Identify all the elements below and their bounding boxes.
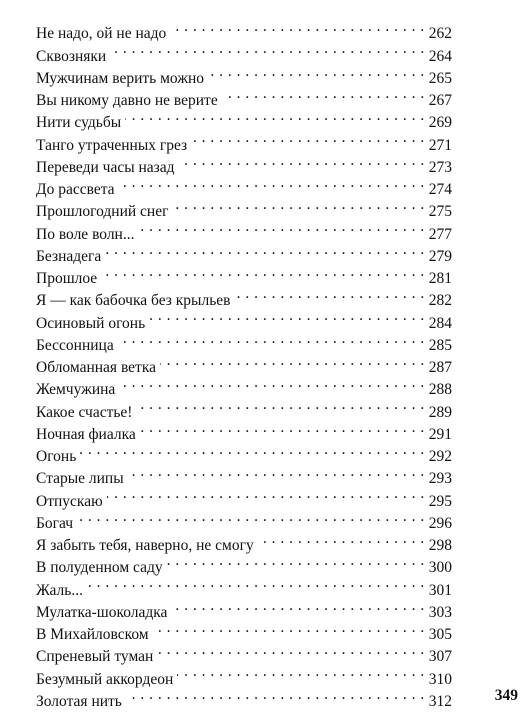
toc-dot-leader xyxy=(105,239,424,261)
toc-entry-page: 312 xyxy=(428,692,452,710)
toc-dot-leader xyxy=(77,506,425,528)
toc-entry-page: 298 xyxy=(428,537,452,554)
toc-entry-title: Безнадега xyxy=(36,247,102,265)
toc-entry-title: Вы никому давно не верите xyxy=(36,92,218,109)
toc-entry-title: Прошлое xyxy=(36,270,98,287)
toc-entry-title: Обломанная ветка xyxy=(36,359,156,376)
toc-entry-title: До рассвета xyxy=(36,181,115,198)
toc-dot-leader xyxy=(179,150,425,172)
toc-entry-page: 296 xyxy=(428,514,452,532)
toc-entry-page: 281 xyxy=(428,270,452,287)
toc-entry-title: Я — как бабочка без крыльев xyxy=(36,292,231,310)
toc-entry-page: 282 xyxy=(428,292,452,310)
toc-entry-page: 271 xyxy=(428,136,452,154)
toc-entry xyxy=(36,16,452,43)
toc-dot-leader xyxy=(234,283,424,305)
toc-dot-leader xyxy=(87,572,425,594)
toc-entry-page: 287 xyxy=(428,359,452,376)
toc-entry-page: 310 xyxy=(428,670,452,688)
toc-entry-title: Бессонница xyxy=(36,336,114,354)
toc-dot-leader xyxy=(140,417,425,439)
toc-entry xyxy=(36,528,452,554)
toc-entry-title: Огонь xyxy=(36,448,77,465)
toc-entry-page: 300 xyxy=(428,559,452,577)
toc-entry xyxy=(36,506,452,532)
toc-entry-title: Золотая нить xyxy=(36,692,122,710)
toc-entry-page: 279 xyxy=(428,247,452,265)
toc-entry-title: Ночная фиалка xyxy=(36,425,136,443)
toc-dot-leader xyxy=(172,194,424,216)
toc-entry-title: Старые липы xyxy=(36,470,124,488)
toc-entry-page: 269 xyxy=(428,114,452,132)
toc-entry-title: Сквозняки xyxy=(36,47,107,65)
toc-dot-leader xyxy=(222,83,425,105)
toc-entry-page: 262 xyxy=(428,25,452,43)
toc-entry-page: 291 xyxy=(428,425,452,443)
toc-entry xyxy=(36,439,452,465)
toc-dot-leader xyxy=(136,394,424,416)
toc-entry-title: Осиновый огонь xyxy=(36,314,146,332)
toc-dot-leader xyxy=(107,483,425,505)
toc-entry-page: 264 xyxy=(428,47,452,65)
toc-dot-leader xyxy=(149,305,425,327)
toc-entry-title: По воле волн... xyxy=(36,225,135,243)
toc-entry-page: 292 xyxy=(428,448,452,465)
toc-entry-title: Нити судьбы xyxy=(36,114,122,132)
toc-entry-page: 284 xyxy=(428,314,452,332)
toc-dot-leader xyxy=(128,461,425,483)
toc-dot-leader xyxy=(160,350,425,372)
toc-dot-leader xyxy=(208,61,425,83)
toc-dot-leader xyxy=(167,550,425,572)
toc-dot-leader xyxy=(177,661,424,683)
toc-dot-leader xyxy=(126,684,425,706)
toc-entry-title: Прошлогодний снег xyxy=(36,203,169,221)
toc-dot-leader xyxy=(80,439,424,461)
toc-entry-page: 293 xyxy=(428,470,452,488)
toc-entry-title: Богач xyxy=(36,514,74,532)
toc-entry-title: Я забыть тебя, наверно, не смогу xyxy=(36,537,254,554)
table-of-contents xyxy=(36,16,452,710)
toc-entry-page: 285 xyxy=(428,336,452,354)
toc-entry xyxy=(36,595,452,621)
toc-entry-title: Переведи часы назад xyxy=(36,158,175,176)
toc-entry-page: 303 xyxy=(428,603,452,621)
toc-entry-title: В Михайловском xyxy=(36,626,149,643)
toc-entry-page: 274 xyxy=(428,181,452,198)
toc-entry-title: Спреневый туман xyxy=(36,648,154,666)
toc-entry-title: Мулатка-шоколадка xyxy=(36,603,168,621)
page-number: 349 xyxy=(494,687,518,704)
toc-entry-page: 307 xyxy=(428,648,452,666)
toc-entry-page: 295 xyxy=(428,492,452,510)
toc-entry-page: 288 xyxy=(428,381,452,399)
toc-dot-leader xyxy=(119,172,425,194)
toc-entry xyxy=(36,572,452,599)
toc-dot-leader xyxy=(110,38,425,60)
toc-dot-leader xyxy=(157,639,424,661)
toc-entry xyxy=(36,461,452,488)
toc-entry-page: 265 xyxy=(428,69,452,87)
toc-entry-page: 267 xyxy=(428,92,452,109)
toc-dot-leader xyxy=(138,216,424,238)
toc-entry-title: Жаль... xyxy=(36,581,83,599)
toc-entry-title: Танго утраченных грез xyxy=(36,136,188,154)
toc-dot-leader xyxy=(118,328,425,350)
toc-entry-title: В полуденном саду xyxy=(36,559,163,577)
toc-dot-leader xyxy=(191,127,425,149)
toc-entry-page: 305 xyxy=(428,626,452,643)
toc-entry-title: Жемчужина xyxy=(36,381,116,399)
toc-entry-page: 273 xyxy=(428,158,452,176)
toc-entry-page: 277 xyxy=(428,225,452,243)
toc-entry-title: Мужчинам верить можно xyxy=(36,69,205,87)
toc-dot-leader xyxy=(101,261,425,283)
toc-dot-leader xyxy=(258,528,425,550)
toc-entry-title: Отпускаю xyxy=(36,492,103,510)
toc-dot-leader xyxy=(125,105,425,127)
toc-dot-leader xyxy=(119,372,424,394)
toc-entry-page: 289 xyxy=(428,403,452,421)
toc-entry-title: Не надо, ой не надо xyxy=(36,25,167,43)
toc-entry-page: 275 xyxy=(428,203,452,221)
toc-entry-title: Какое счастье! xyxy=(36,403,133,421)
toc-dot-leader xyxy=(153,617,425,639)
toc-entry-page: 301 xyxy=(428,581,452,599)
toc-dot-leader xyxy=(171,595,424,617)
toc-dot-leader xyxy=(170,16,424,38)
toc-entry-title: Безумный аккордеон xyxy=(36,670,174,688)
